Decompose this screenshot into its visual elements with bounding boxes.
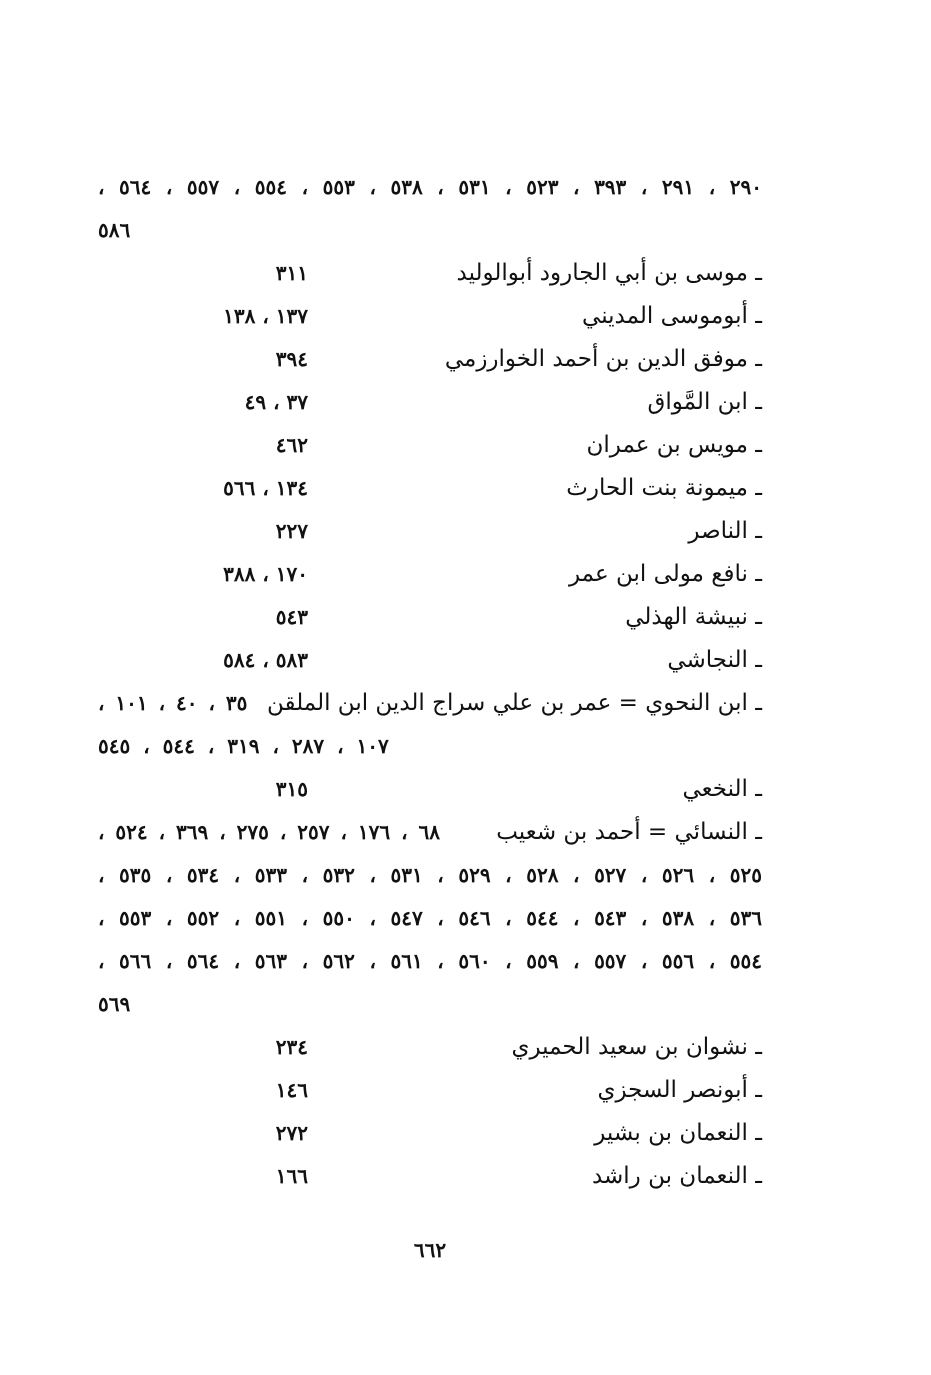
index-entry (98, 1069, 762, 1112)
name-index-list (98, 166, 762, 1198)
entry-pages: ٣١٥ (275, 777, 308, 801)
entry-pages: ٢٧٢ (275, 1121, 308, 1145)
entry-name: ـ الناصر (688, 518, 762, 544)
entry-name: ـ نافع مولى ابن عمر (568, 561, 762, 587)
index-entry (98, 510, 762, 553)
entry-pages: ٢٢٧ (275, 519, 308, 543)
entry-pages: ٥٨٣ ، ٥٨٤ (223, 648, 308, 672)
entry-pages: ٦٨ ، ١٧٦ ، ٢٥٧ ، ٢٧٥ ، ٣٦٩ ، ٥٢٤ ، (98, 820, 441, 844)
index-continuation (98, 897, 762, 940)
index-entry (98, 553, 762, 596)
entry-pages: ١٤٦ (275, 1078, 308, 1102)
entry-pages: ٥٨٦ (98, 218, 131, 242)
entry-pages: ٣٧ ، ٤٩ (244, 390, 308, 414)
index-entry (98, 682, 762, 725)
entry-pages: ١٦٦ (275, 1164, 308, 1188)
entry-pages: ١٠٧ ، ٢٨٧ ، ٣١٩ ، ٥٤٤ ، ٥٤٥ (98, 734, 389, 758)
index-continuation (98, 209, 762, 252)
index-entry (98, 252, 762, 295)
entry-name: ـ ميمونة بنت الحارث (566, 475, 762, 501)
entry-pages: ٣٥ ، ٤٠ ، ١٠١ ، (98, 691, 248, 715)
index-entry (98, 1026, 762, 1069)
entry-pages: ٣٩٤ (275, 347, 308, 371)
index-entry (98, 768, 762, 811)
index-entry (98, 467, 762, 510)
entry-pages: ٤٦٢ (275, 433, 308, 457)
entry-name: ـ أبوموسى المديني (582, 303, 762, 329)
entry-name: ـ النجاشي (667, 647, 762, 673)
index-continuation (98, 854, 762, 897)
index-entry (98, 1112, 762, 1155)
entry-pages: ٣١١ (275, 261, 308, 285)
entry-name: ـ مويس بن عمران (586, 432, 762, 458)
index-entry (98, 596, 762, 639)
entry-name: ـ أبونصر السجزي (597, 1077, 762, 1103)
entry-name: ـ موسى بن أبي الجارود أبوالوليد (456, 260, 762, 286)
index-continuation (98, 725, 762, 768)
entry-name: ـ النسائي = أحمد بن شعيب (496, 819, 762, 845)
index-continuation (98, 166, 762, 209)
entry-name: ـ موفق الدين بن أحمد الخوارزمي (444, 346, 762, 372)
entry-name: ـ النعمان بن راشد (591, 1163, 762, 1189)
entry-pages: ٥٤٣ (275, 605, 308, 629)
entry-name: ـ ابن النحوي = عمر بن علي سراج الدين ابن الملقن (267, 690, 762, 716)
index-continuation (98, 983, 762, 1026)
entry-pages: ٢٣٤ (275, 1035, 308, 1059)
index-entry (98, 381, 762, 424)
entry-pages: ١٧٠ ، ٣٨٨ (223, 562, 308, 586)
entry-pages: ٢٩٠ ، ٢٩١ ، ٣٩٣ ، ٥٢٣ ، ٥٣١ ، ٥٣٨ ، ٥٥٣ ، ٥٥٤ ، ٥٥٧ ، ٥٦٤ ، (98, 175, 763, 199)
index-continuation (98, 940, 762, 983)
entry-name: ـ النعمان بن بشير (594, 1120, 762, 1146)
index-entry (98, 338, 762, 381)
entry-name: ـ نشوان بن سعيد الحميري (511, 1034, 762, 1060)
entry-pages: ١٣٧ ، ١٣٨ (223, 304, 308, 328)
entry-name: ـ ابن المَّواق (647, 389, 762, 415)
index-entry (98, 639, 762, 682)
page-number: ٦٦٢ (413, 1238, 447, 1262)
entry-name: ـ نبيشة الهذلي (625, 604, 762, 630)
entry-pages: ٥٥٤ ، ٥٥٦ ، ٥٥٧ ، ٥٥٩ ، ٥٦٠ ، ٥٦١ ، ٥٦٢ ، ٥٦٣ ، ٥٦٤ ، ٥٦٦ ، (98, 949, 763, 973)
entry-pages: ٥٣٦ ، ٥٣٨ ، ٥٤٣ ، ٥٤٤ ، ٥٤٦ ، ٥٤٧ ، ٥٥٠ ، ٥٥١ ، ٥٥٢ ، ٥٥٣ ، (98, 906, 763, 930)
entry-pages: ٥٦٩ (98, 992, 131, 1016)
index-entry (98, 811, 762, 854)
index-entry (98, 295, 762, 338)
index-entry (98, 1155, 762, 1198)
index-entry (98, 424, 762, 467)
entry-pages: ١٣٤ ، ٥٦٦ (223, 476, 308, 500)
entry-pages: ٥٢٥ ، ٥٢٦ ، ٥٢٧ ، ٥٢٨ ، ٥٢٩ ، ٥٣١ ، ٥٣٢ ، ٥٣٣ ، ٥٣٤ ، ٥٣٥ ، (98, 863, 763, 887)
entry-name: ـ النخعي (682, 776, 762, 802)
